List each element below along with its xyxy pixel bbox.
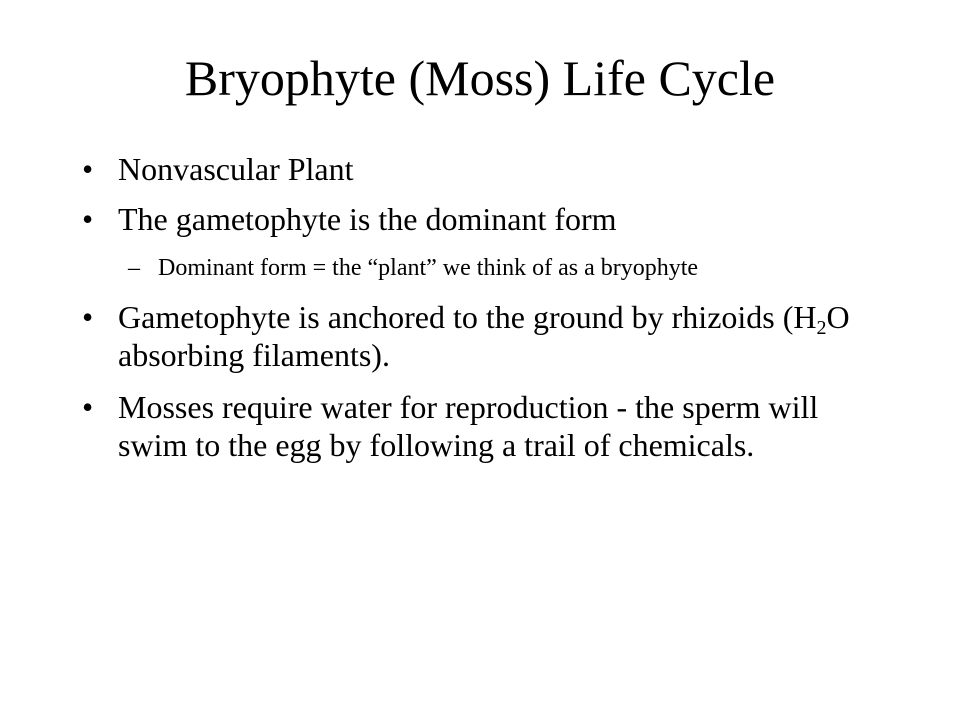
bullet-marker: • (82, 151, 94, 187)
bullet-text: Nonvascular Plant (118, 151, 354, 187)
bullet-text-after-subscript: O absorbing filaments). (118, 299, 850, 373)
bullet-marker: • (82, 389, 94, 425)
bullet-text: Mosses require water for reproduction - the sperm will swim to the egg by following a trail of chemicals. (118, 389, 819, 463)
sub-bullet-marker: – (128, 255, 140, 281)
bullet-text-before-subscript: Gametophyte is anchored to the ground by rhizoids (H (118, 299, 817, 335)
bullet-marker: • (82, 201, 94, 237)
bullet-water-reproduction (0, 388, 960, 464)
bullet-text: The gametophyte is the dominant form (118, 201, 617, 237)
bullet-marker: • (82, 299, 94, 335)
sub-bullet-text: Dominant form = the “plant” we think of as a bryophyte (158, 255, 699, 281)
bullet-list (0, 150, 960, 464)
bullet-nonvascular-plant (0, 150, 960, 188)
sub-bullet-dominant-form (0, 252, 960, 284)
bullet-dominant-gametophyte (0, 200, 960, 238)
slide-title: Bryophyte (Moss) Life Cycle (184, 50, 776, 106)
bullet-rhizoids (0, 298, 960, 374)
subscript-2: 2 (816, 317, 827, 339)
